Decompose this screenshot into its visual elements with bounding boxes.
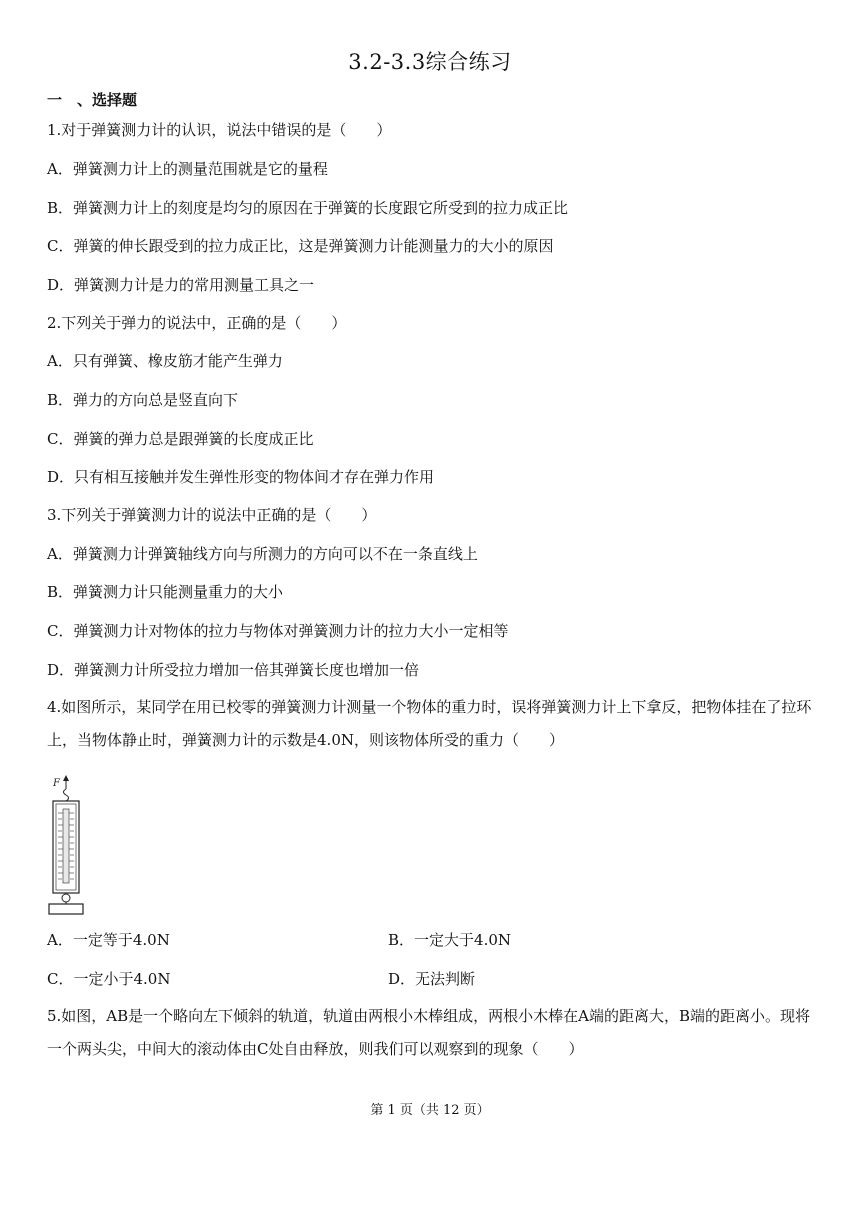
page-title: 3.2-3.3综合练习 — [348, 50, 512, 74]
question-5-stem: 5.如图，AB是一个略向左下倾斜的轨道，轨道由两根小木棒组成，两根小木棒在A端的距离大，B端的距离小。现将一个两头尖，中间大的滚动体由C处自由释放，则我们可以观察到的现象（ ） — [47, 1007, 811, 1058]
question-2-option-b: B．弹力的方向总是竖直向下 — [47, 391, 239, 409]
spring-scale-figure — [45, 775, 85, 915]
question-4-stem: 4.如图所示，某同学在用已校零的弹簧测力计测量一个物体的重力时，误将弹簧测力计上下拿反，把物体挂在了拉环上，当物体静止时，弹簧测力计的示数是4.0N，则该物体所受的重力（ ） — [47, 698, 812, 749]
question-2-option-d: D．只有相互接触并发生弹性形变的物体间才存在弹力作用 — [47, 468, 435, 486]
question-2-option-c: C．弹簧的弹力总是跟弹簧的长度成正比 — [47, 430, 314, 448]
question-3-stem: 3.下列关于弹簧测力计的说法中正确的是（ ） — [47, 506, 377, 524]
question-4-option-a: A．一定等于4.0N — [47, 931, 170, 949]
question-4-option-c: C．一定小于4.0N — [47, 970, 171, 988]
question-1-option-d: D．弹簧测力计是力的常用测量工具之一 — [47, 276, 315, 294]
question-1-option-b: B．弹簧测力计上的刻度是均匀的原因在于弹簧的长度跟它所受到的拉力成正比 — [47, 199, 569, 217]
question-1-option-a: A．弹簧测力计上的测量范围就是它的量程 — [47, 160, 328, 178]
question-1-stem: 1.对于弹簧测力计的认识，说法中错误的是（ ） — [47, 121, 392, 139]
question-4-option-d: D．无法判断 — [388, 970, 476, 988]
question-4-option-b: B．一定大于4.0N — [388, 931, 512, 949]
question-1-option-c: C．弹簧的伸长跟受到的拉力成正比，这是弹簧测力计能测量力的大小的原因 — [47, 237, 554, 255]
section-heading: 一 、选择题 — [47, 91, 138, 109]
question-2-option-a: A．只有弹簧、橡皮筋才能产生弹力 — [47, 352, 283, 370]
spring-scale-icon — [45, 775, 85, 915]
question-3-option-a: A．弹簧测力计弹簧轴线方向与所测力的方向可以不在一条直线上 — [47, 545, 478, 563]
question-2-stem: 2.下列关于弹力的说法中，正确的是（ ） — [47, 314, 347, 332]
force-label: F — [53, 778, 60, 789]
question-3-option-d: D．弹簧测力计所受拉力增加一倍其弹簧长度也增加一倍 — [47, 661, 420, 679]
page-footer: 第 1 页（共 12 页） — [370, 1103, 490, 1118]
question-3-option-c: C．弹簧测力计对物体的拉力与物体对弹簧测力计的拉力大小一定相等 — [47, 622, 509, 640]
question-3-option-b: B．弹簧测力计只能测量重力的大小 — [47, 583, 284, 601]
